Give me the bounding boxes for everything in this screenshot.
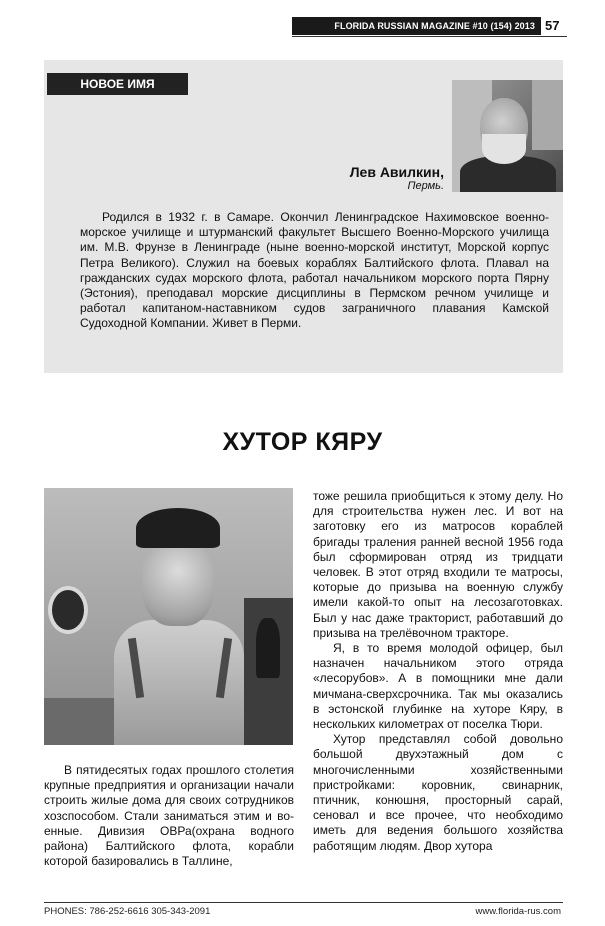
article-column-right (313, 489, 563, 854)
author-name: Лев Авилкин, (349, 164, 444, 180)
author-city: Пермь. (407, 180, 444, 192)
footer-phones: PHONES: 786-252-6616 305-343-2091 (44, 906, 211, 917)
magazine-header: FLORIDA RUSSIAN MAGAZINE #10 (154) 2013 (292, 17, 541, 35)
footer-divider (44, 902, 563, 903)
author-intro-box (44, 60, 563, 373)
author-bio: Родился в 1932 г. в Самаре. Окончил Ленинградское Нахимовское военно-морское училище и штурманский факультет Высшего Военно-Морского училища им. М.В. Фрунзе в Ленинграде (ныне военно-морской институт, Морской корпус Петра Великого). Служил на боевых кораблях Балтийского флота. Плавал на гражданских судах морского флота, работал начальником морского порта Пярну (Эстония), преподавал морские дисциплины в Пермском речном училище и работал капитаном-наставником судов заграничного плавания Камской Судоходной Компании. Живет в Перми. (80, 210, 549, 331)
header-divider (292, 36, 567, 37)
article-painting (44, 488, 293, 745)
article-paragraph: тоже решила приобщиться к этому делу. Но для строительства нужен лес. И вот на заготовку его из матросов кораблей бригады траления ранней весной 1956 года был сформирован отряд из тридцати человек. В этот отряд входили те матросы, которые до призыва на военную службу имели какой-то опыт на лесозаготовках. Был у нас даже тракторист, работавший до призыва на трелёвочном тракторе. (313, 489, 563, 640)
page-number: 57 (545, 18, 560, 33)
article-title: ХУТОР КЯРУ (222, 428, 383, 456)
article-column-left (44, 763, 294, 869)
footer-url: www.florida-rus.com (475, 906, 561, 917)
section-label: НОВОЕ ИМЯ (47, 73, 188, 95)
article-paragraph: В пятидесятых годах прошлого столетия крупные предприятия и организации начали строить жилые дома для своих сотрудников хозспособом. Стали заниматься этим и военные. Дивизия ОВРа(охрана водного района) Балтийского флота, корабли которой базировались в Таллине, (44, 763, 294, 869)
author-portrait (452, 80, 563, 192)
article-paragraph: Хутор представлял собой довольно большой двухэтажный дом с многочисленными хозяйственными пристройками: коровник, свинарник, птичник, конюшня, просторный сарай, сеновал и все прочее, что необходимо иметь для ведения большого хозяйства работящим людям. Двор хутора (313, 732, 563, 853)
article-paragraph: Я, в то время молодой офицер, был назначен начальником этого отряда «лесорубов». А в помощники мне дали мичмана-сверхсрочника. Так мы оказались в эстонской глубинке на хуторе Кяру, в нескольких километрах от поселка Тюри. (313, 641, 563, 732)
